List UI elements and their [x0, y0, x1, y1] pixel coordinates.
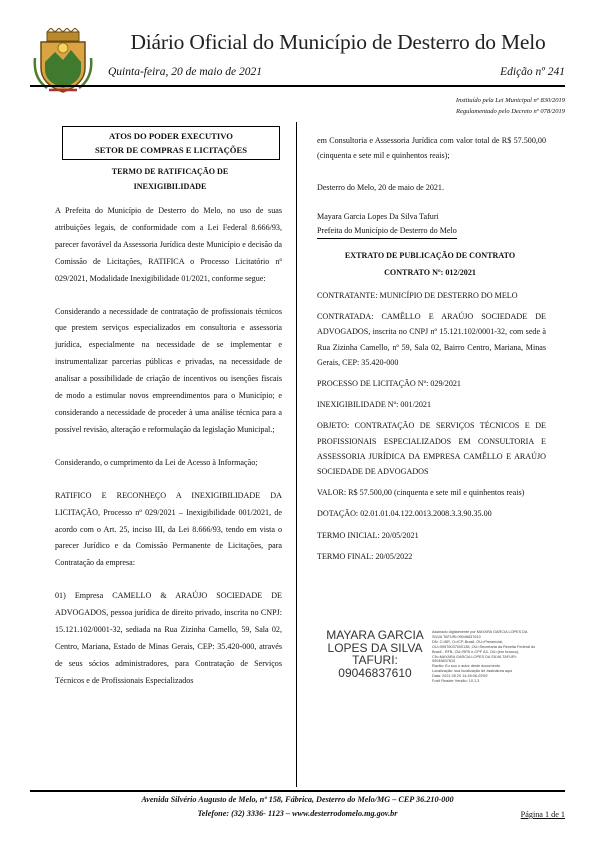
footer-address: Avenida Silvério Augusto de Melo, nº 158, Fábrica, Desterro do Melo/MG – CEP 36.210-000 [141, 795, 454, 804]
publication-date: Quinta-feira, 20 de maio de 2021 [108, 66, 262, 78]
signature-detail-line: Localização: sua localização de assinatura aqui [432, 669, 513, 674]
termo-inicial: TERMO INICIAL: 20/05/2021 [317, 530, 419, 540]
paragraph-considerando-1: Considerando a necessidade de contratação de profissionais técnicos que prestem serviços especializados em consultoria e assessoria jurídica, especialmente na necessidade de se implementar e instrumentalizar parcerias públicas e privadas, na necessidade de analisar a possibilidade de criação de incentivos ou isenções fiscais de modo a estimular novos empreendimentos para o Município; e considerando a necessidade de proceder à uma análise técnica para a possível revisão, alteração e reformulação da legislação Municipal.; [55, 306, 282, 434]
footer-contact: Telefone: (32) 3336- 1123 – www.desterrodomelo.mg.gov.br [197, 809, 398, 818]
place-date: Desterro do Melo, 20 de maio de 2021. [317, 183, 444, 192]
paragraph-empresa: 01) Empresa CAMELLO & ARAÚJO SOCIEDADE DE ADVOGADOS, pessoa jurídica de direito privado, inscrita no CNPJ: 15.121.102/0001-32, sediada na Rua Zizinha Camello, 59, Sala 02, Centro, Mariana, Estado de Minas Gerais, CEP: 35.420-000, através de seus sócios administradores, para Contratação de Serviços Técnicos e de Profissionais Especializados [55, 591, 282, 685]
digital-signature-name [320, 629, 430, 679]
signature-name-line: 09046837610 [338, 665, 412, 680]
signature-name-line: TAFURI: [352, 653, 398, 667]
extract-title: EXTRATO DE PUBLICAÇÃO DE CONTRATO [344, 251, 516, 260]
heading-line-1: TERMO DE RATIFICAÇÃO DE [111, 167, 229, 176]
signature-detail-line: Data: 2021.05.20 14:45:06-03'00' [432, 674, 489, 679]
inexigibilidade: INEXIGIBILIDADE Nº: 001/2021 [317, 400, 432, 410]
signature-detail-line: SILVA TAFURI:09046837610 [432, 634, 481, 639]
dotacao: DOTAÇÃO: 02.01.01.04.122.0013.2008.3.3.90.35.00 [317, 509, 492, 519]
paragraph-considerando-2: Considerando, o cumprimento da Lei de Acesso à Informação; [55, 457, 258, 467]
ratification-heading [62, 165, 278, 194]
signature-detail-line: Razão: Eu sou o autor deste documento [432, 664, 500, 669]
gazette-title: Diário Oficial do Município de Desterro do Melo [130, 30, 546, 54]
signature-name-line: MAYARA GARCIA [326, 628, 424, 642]
section-header-box [62, 126, 280, 160]
signature-detail-line: OU=09576037000138, OU=Secretaria da Receita Federal do [432, 644, 536, 649]
digital-signature-details [432, 630, 567, 684]
law-reference: Instituído pela Lei Municipal nº 830/2019 [455, 97, 565, 104]
signer-role: Prefeita do Município de Desterro do Melo [317, 223, 457, 239]
signature-detail-line: Assinado digitalmente por MAYARA GARCIA LOPES DA [432, 630, 528, 634]
termo-final: TERMO FINAL: 20/05/2022 [317, 551, 413, 561]
ratification-body [55, 203, 282, 690]
header-divider [30, 85, 565, 87]
signature-detail-line: 09046837610 [432, 659, 456, 664]
footer-divider [30, 790, 565, 792]
paragraph-ratifica: A Prefeita do Município de Desterro do Melo, no uso de suas atribuições legais, de conformidade com a Lei Federal 8.666/93, parecer favorável da Assessoria Jurídica deste Município e decisão da Comissão de Licitações, RATIFICA o Processo Licitatório nº 029/2021, Modalidade Inexigibilidade 01/2021, conforme segue: [55, 206, 282, 283]
ratification-continuation [317, 133, 546, 163]
signature-name-line: LOPES DA SILVA [327, 640, 423, 655]
decree-reference: Regulamentado pelo Decreto nº 078/2019 [455, 108, 565, 115]
contratante: CONTRATANTE: MUNICÍPIO DE DESTERRO DO MELO [317, 291, 518, 300]
objeto: OBJETO: CONTRATAÇÃO DE SERVIÇOS TÉCNICOS E DE PROFISSIONAIS ESPECIALIZADOS EM CONSULTORIA E ASSESSORIA JURÍDICA DA EMPRESA CAMÊLLO E ARAÚJO SOCIEDADE DE ADVOGADOS [317, 421, 546, 477]
contract-number: CONTRATO Nº: 012/2021 [384, 268, 476, 277]
heading-line-2: INEXIGIBILIDADE [133, 181, 207, 191]
processo-licitacao: PROCESSO DE LICITAÇÃO Nº: 029/2021 [317, 379, 461, 389]
section-subtitle: SETOR DE COMPRAS E LICITAÇÕES [94, 145, 247, 155]
contract-extract [317, 288, 546, 564]
paragraph-valor-total: em Consultoria e Assessoria Jurídica com valor total de R$ 57.500,00 (cinquenta e sete mil e quinhentos reais); [317, 136, 546, 161]
edition-number: Edição nº 241 [500, 66, 565, 78]
contratada: CONTRATADA: CAMÊLLO E ARAÚJO SOCIEDADE DE ADVOGADOS, inscrita no CNPJ nº 15.121.102/0001-32, com sede à Rua Zizinha Camello, nº 59, Sala 02, Bairro Centro, Mariana, Minas Gerais, CEP: 35.420-000 [317, 312, 546, 367]
signature-detail-line: Foxit Reader Versão: 10.1.3 [432, 679, 480, 684]
column-divider [296, 122, 297, 787]
paragraph-ratifico: RATIFICO E RECONHEÇO A INEXIGIBILIDADE DA LICITAÇÃO, Processo nº 029/2021 – Inexigibilidade 001/2021, de acordo com o Art. 25, inciso III, da Lei 8.666/93, tendo em vista o parecer Jurídico e da Comissão Permanente de Licitações, para Contratação da empresa: [55, 490, 282, 568]
signature-detail-line: Brasil - RFB, OU=RFB e-CPF A3, OU=(em branco), [432, 649, 520, 654]
valor: VALOR: R$ 57.500,00 (cinquenta e sete mil e quinhentos reais) [317, 488, 525, 498]
signer-name: Mayara Garcia Lopes Da Silva Tafuri [317, 212, 439, 221]
page-number: Página 1 de 1 [520, 810, 565, 819]
signature-detail-line: DN: C=BR, O=ICP-Brasil, OU=Presencial, [432, 639, 504, 644]
section-title: ATOS DO PODER EXECUTIVO [109, 131, 233, 141]
signature-detail-line: CN=MAYARA GARCIA LOPES DA SILVA TAFURI: [432, 654, 517, 659]
